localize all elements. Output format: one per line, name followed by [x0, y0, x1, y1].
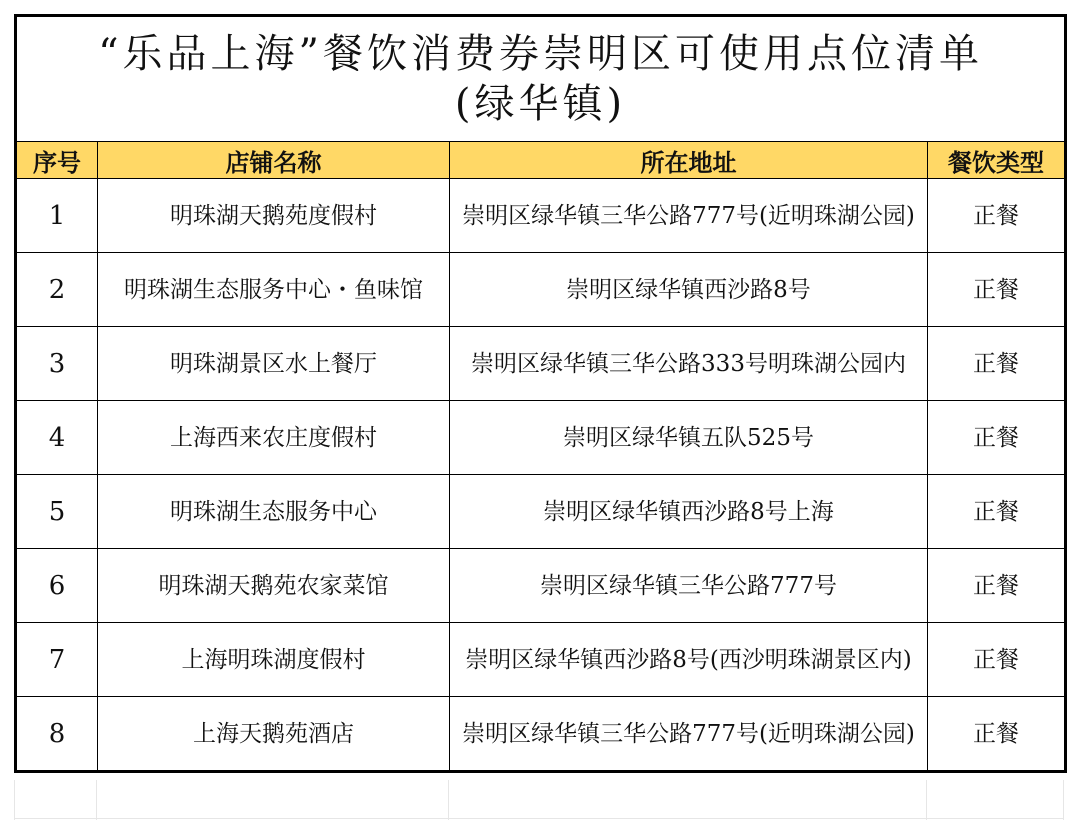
row-type: 正餐	[928, 253, 1066, 327]
row-type: 正餐	[928, 401, 1066, 475]
table-header-row	[16, 142, 1066, 179]
row-name: 明珠湖天鹅苑农家菜馆	[98, 549, 450, 623]
table-row	[16, 475, 1066, 549]
row-no: 8	[16, 697, 98, 772]
row-no: 6	[16, 549, 98, 623]
row-address: 崇明区绿华镇五队525号	[450, 401, 928, 475]
table-row	[16, 697, 1066, 772]
page-title	[16, 16, 1066, 142]
table-row	[16, 549, 1066, 623]
row-no: 1	[16, 179, 98, 253]
header-type: 餐饮类型	[928, 142, 1066, 179]
row-address: 崇明区绿华镇西沙路8号(西沙明珠湖景区内)	[450, 623, 928, 697]
row-name: 上海西来农庄度假村	[98, 401, 450, 475]
row-no: 4	[16, 401, 98, 475]
title-line-1: “乐品上海”餐饮消费券崇明区可使用点位清单	[98, 31, 983, 77]
row-no: 5	[16, 475, 98, 549]
row-type: 正餐	[928, 549, 1066, 623]
row-type: 正餐	[928, 327, 1066, 401]
row-no: 7	[16, 623, 98, 697]
row-name: 明珠湖天鹅苑度假村	[98, 179, 450, 253]
row-type: 正餐	[928, 623, 1066, 697]
title-line-2: (绿华镇)	[454, 81, 627, 127]
row-address: 崇明区绿华镇三华公路777号(近明珠湖公园)	[450, 697, 928, 772]
row-address: 崇明区绿华镇三华公路333号明珠湖公园内	[450, 327, 928, 401]
row-name: 明珠湖生态服务中心	[98, 475, 450, 549]
row-type: 正餐	[928, 179, 1066, 253]
table-row	[16, 179, 1066, 253]
header-address: 所在地址	[450, 142, 928, 179]
row-no: 2	[16, 253, 98, 327]
spreadsheet-gridlines	[14, 780, 1064, 820]
row-address: 崇明区绿华镇西沙路8号上海	[450, 475, 928, 549]
row-type: 正餐	[928, 697, 1066, 772]
header-no: 序号	[16, 142, 98, 179]
row-name: 上海天鹅苑酒店	[98, 697, 450, 772]
table-row	[16, 327, 1066, 401]
table-row	[16, 623, 1066, 697]
row-no: 3	[16, 327, 98, 401]
row-address: 崇明区绿华镇三华公路777号	[450, 549, 928, 623]
header-name: 店铺名称	[98, 142, 450, 179]
table-row	[16, 401, 1066, 475]
row-name: 上海明珠湖度假村	[98, 623, 450, 697]
table-row	[16, 253, 1066, 327]
row-name: 明珠湖生态服务中心・鱼味馆	[98, 253, 450, 327]
row-address: 崇明区绿华镇三华公路777号(近明珠湖公园)	[450, 179, 928, 253]
row-name: 明珠湖景区水上餐厅	[98, 327, 450, 401]
location-table	[14, 14, 1067, 773]
coupon-location-list	[14, 14, 1064, 773]
row-address: 崇明区绿华镇西沙路8号	[450, 253, 928, 327]
row-type: 正餐	[928, 475, 1066, 549]
